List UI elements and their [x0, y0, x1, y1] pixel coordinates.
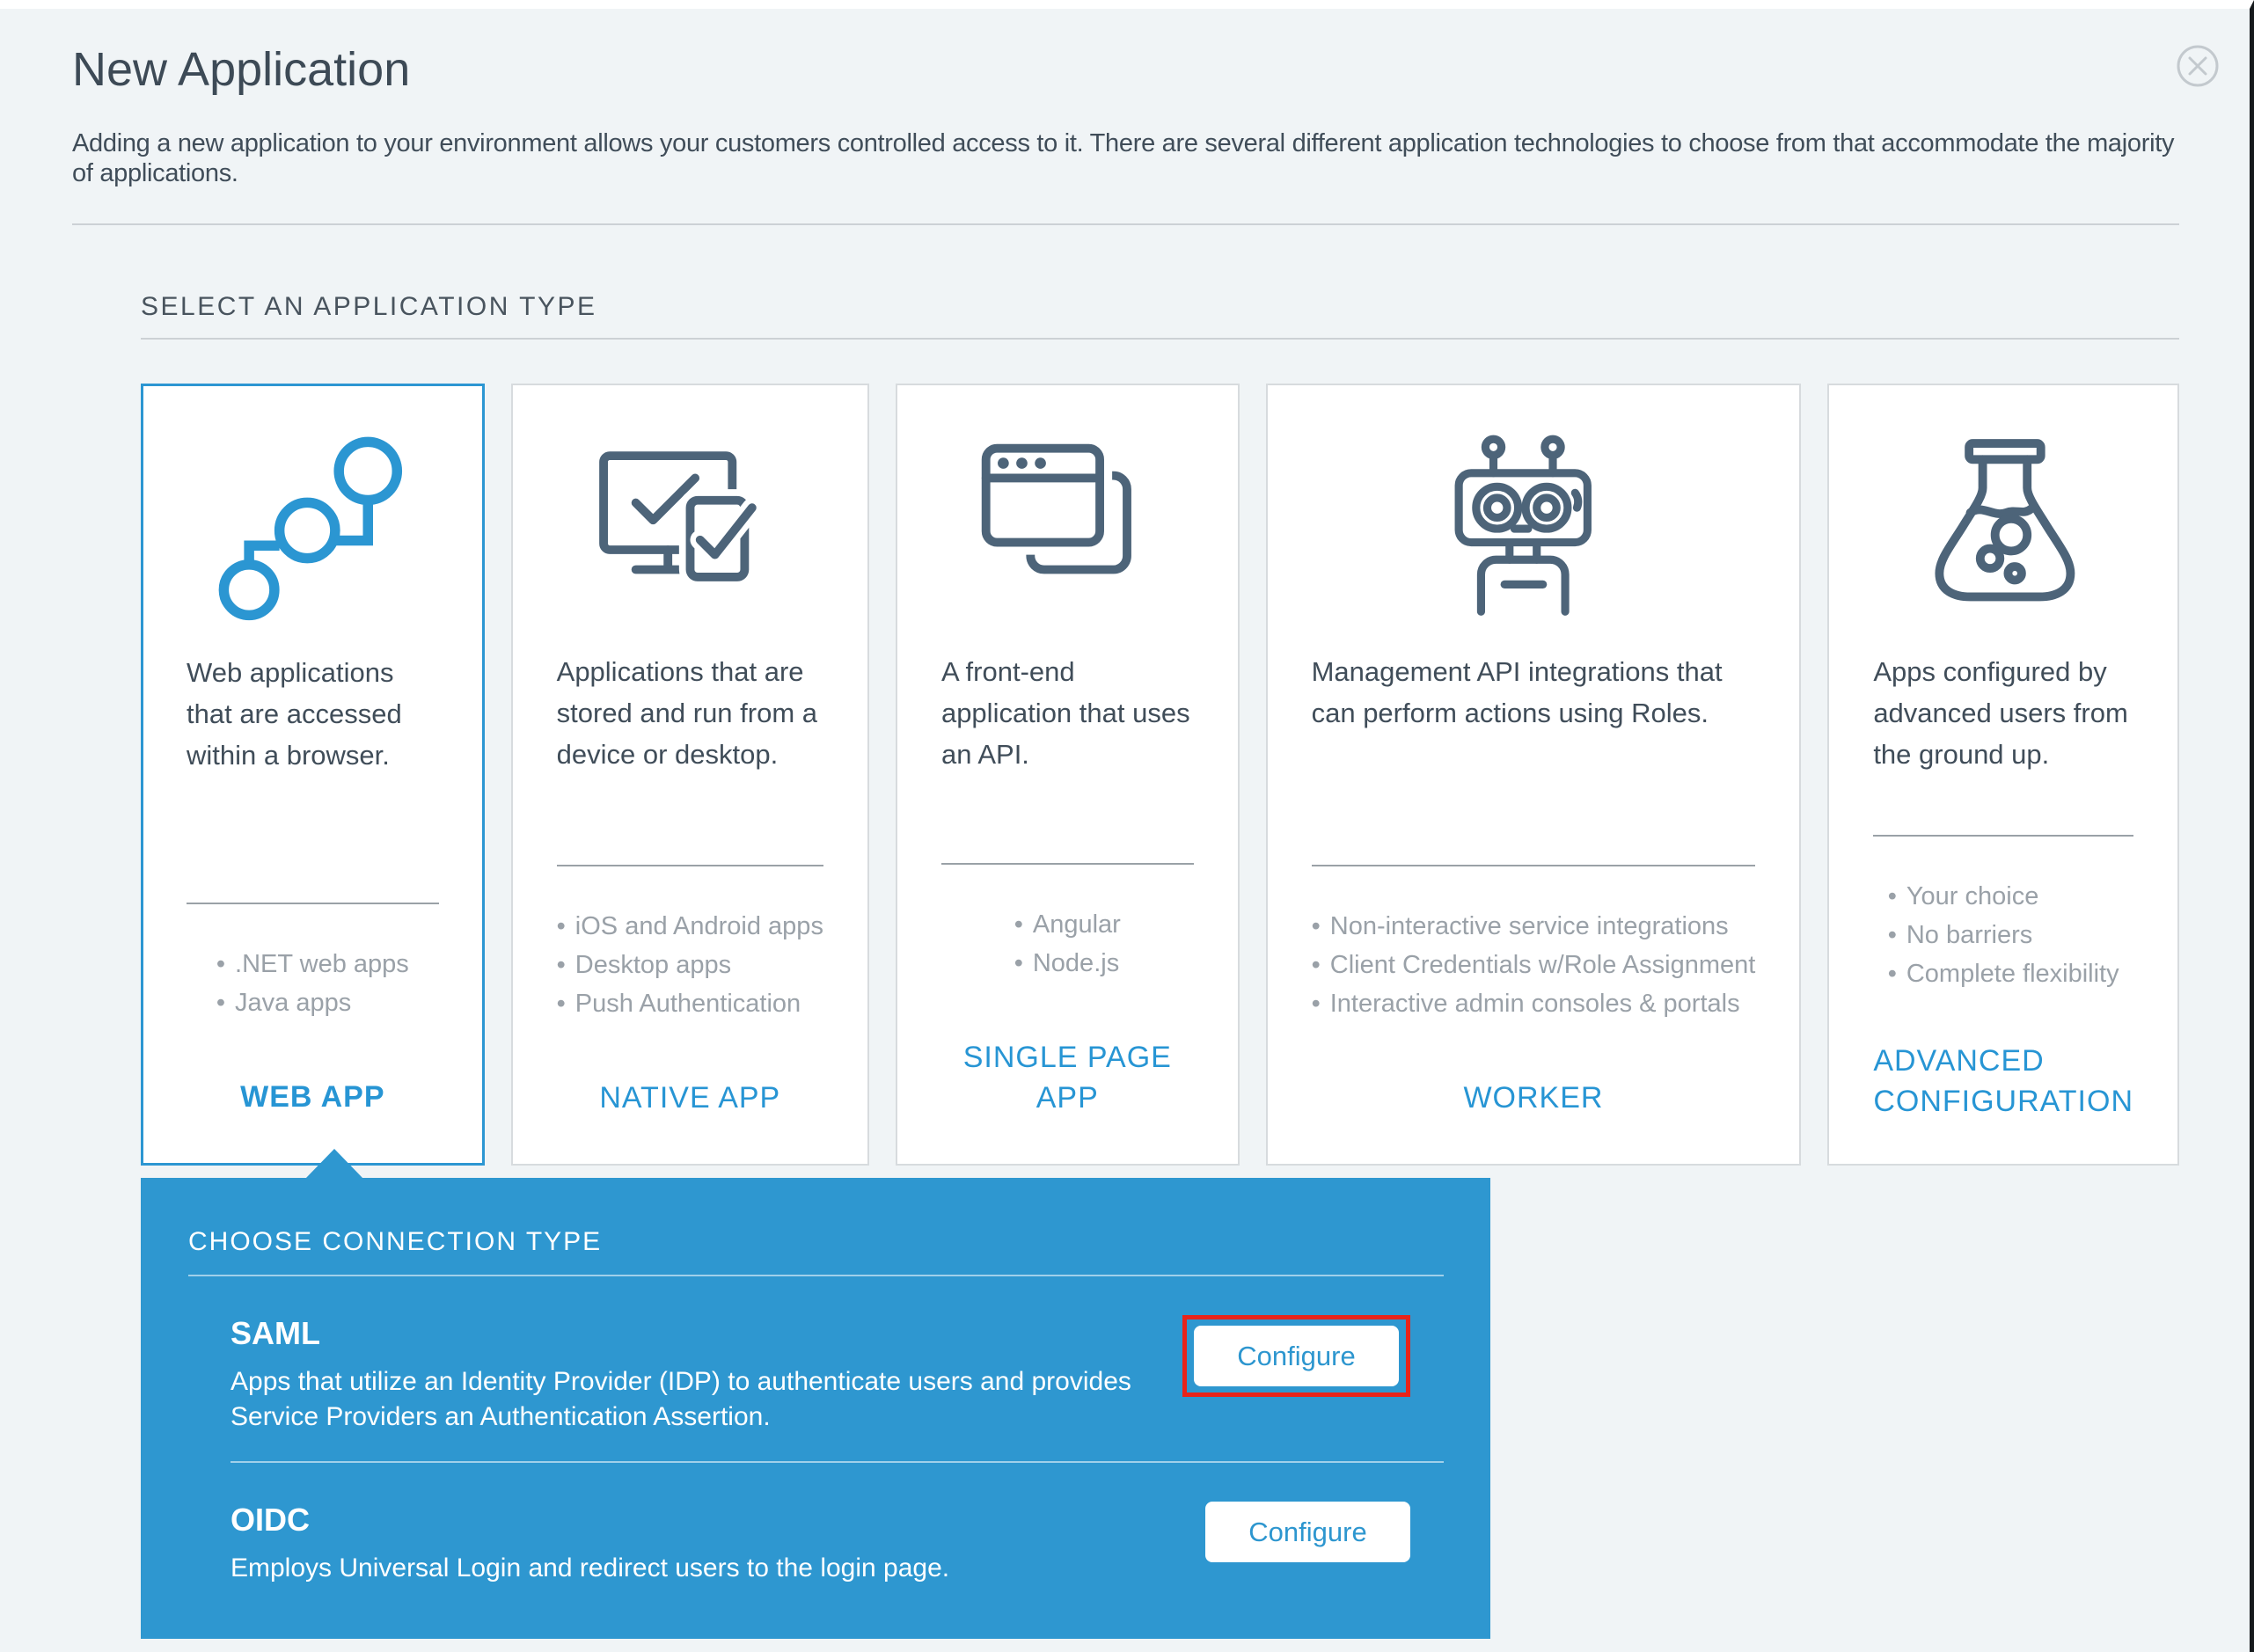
card-label: NATIVE APP — [599, 1081, 781, 1115]
card-divider — [557, 865, 823, 866]
card-divider — [1312, 865, 1756, 866]
oidc-configure-button[interactable]: Configure — [1205, 1502, 1410, 1562]
card-bullet: • No barriers — [1888, 916, 2119, 954]
app-type-card-single-page-app[interactable] — [896, 384, 1240, 1166]
card-bullet: • iOS and Android apps — [557, 907, 823, 946]
card-description: Applications that are stored and run from a device or desktop. — [556, 656, 818, 770]
card-bullet-list — [1888, 877, 2119, 993]
app-type-card-worker[interactable] — [1266, 384, 1802, 1166]
saml-configure-button[interactable]: Configure — [1194, 1326, 1399, 1386]
app-type-card-web-app[interactable] — [141, 384, 485, 1166]
card-bullet: • Non-interactive service integrations — [1312, 907, 1756, 946]
flask-icon — [1873, 424, 2133, 635]
card-bullet-list — [1312, 907, 1756, 1023]
header-divider — [72, 223, 2179, 225]
card-bullet: • Client Credentials w/Role Assignment — [1312, 946, 1756, 984]
close-button[interactable] — [2176, 44, 2220, 88]
connection-option-saml — [188, 1315, 1444, 1435]
card-label: SINGLE PAGE APP — [962, 1041, 1172, 1115]
page-title: New Application — [72, 43, 411, 96]
section-heading: SELECT AN APPLICATION TYPE — [141, 292, 2179, 340]
card-bullet: • Complete flexibility — [1888, 954, 2119, 993]
dialog-description: Adding a new application to your environment allows your customers controlled access to it. There are several different application technologies to choose from that accommodate the majority of applications. — [72, 129, 2175, 187]
new-application-dialog — [0, 9, 2250, 1639]
connection-panel-heading: CHOOSE CONNECTION TYPE — [188, 1227, 1444, 1276]
app-type-card-advanced-configuration[interactable] — [1827, 384, 2179, 1166]
card-divider — [941, 863, 1194, 865]
card-label: ADVANCED CONFIGURATION — [1873, 1044, 2134, 1118]
browser-windows-icon — [941, 424, 1194, 635]
connection-type-panel — [141, 1178, 1490, 1639]
card-bullet: • Push Authentication — [557, 984, 823, 1023]
devices-check-icon — [557, 424, 823, 635]
application-type-section — [141, 292, 2179, 1639]
panel-notch-arrow — [305, 1149, 363, 1179]
card-label: WORKER — [1463, 1081, 1604, 1115]
card-divider — [1873, 835, 2133, 837]
highlight-annotation-box — [1182, 1315, 1410, 1397]
card-bullet: • Node.js — [1014, 944, 1121, 983]
connection-option-description: Apps that utilize an Identity Provider (IDP) to authenticate users and provides Service Providers an Authentication Assertion. — [231, 1367, 1131, 1431]
connected-nodes-icon — [187, 425, 439, 636]
card-description: Apps configured by advanced users from the ground up. — [1873, 656, 2128, 770]
app-type-card-native-app[interactable] — [511, 384, 869, 1166]
card-bullet: • Desktop apps — [557, 946, 823, 984]
robot-icon — [1312, 424, 1756, 635]
card-bullet: • Your choice — [1888, 877, 2119, 916]
connection-option-name: SAML — [231, 1315, 320, 1351]
card-description: Web applications that are accessed within a browser. — [187, 657, 402, 771]
card-bullet: • Interactive admin consoles & portals — [1312, 984, 1756, 1023]
card-bullet-list — [1014, 905, 1121, 983]
card-divider — [187, 903, 439, 904]
application-type-cards — [141, 384, 2179, 1166]
close-icon — [2176, 77, 2220, 91]
connection-option-description: Employs Universal Login and redirect users to the login page. — [231, 1553, 950, 1583]
card-bullet: • Java apps — [216, 983, 409, 1022]
card-bullet-list — [216, 945, 409, 1022]
connection-option-name: OIDC — [231, 1502, 310, 1538]
card-bullet-list — [557, 907, 823, 1023]
card-label: WEB APP — [240, 1080, 385, 1114]
connection-option-oidc — [188, 1502, 1444, 1586]
card-bullet: • .NET web apps — [216, 945, 409, 983]
card-description: Management API integrations that can perform actions using Roles. — [1311, 656, 1723, 728]
card-bullet: • Angular — [1014, 905, 1121, 944]
connection-options-divider — [231, 1461, 1444, 1463]
card-description: A front-end application that uses an API. — [940, 656, 1190, 770]
